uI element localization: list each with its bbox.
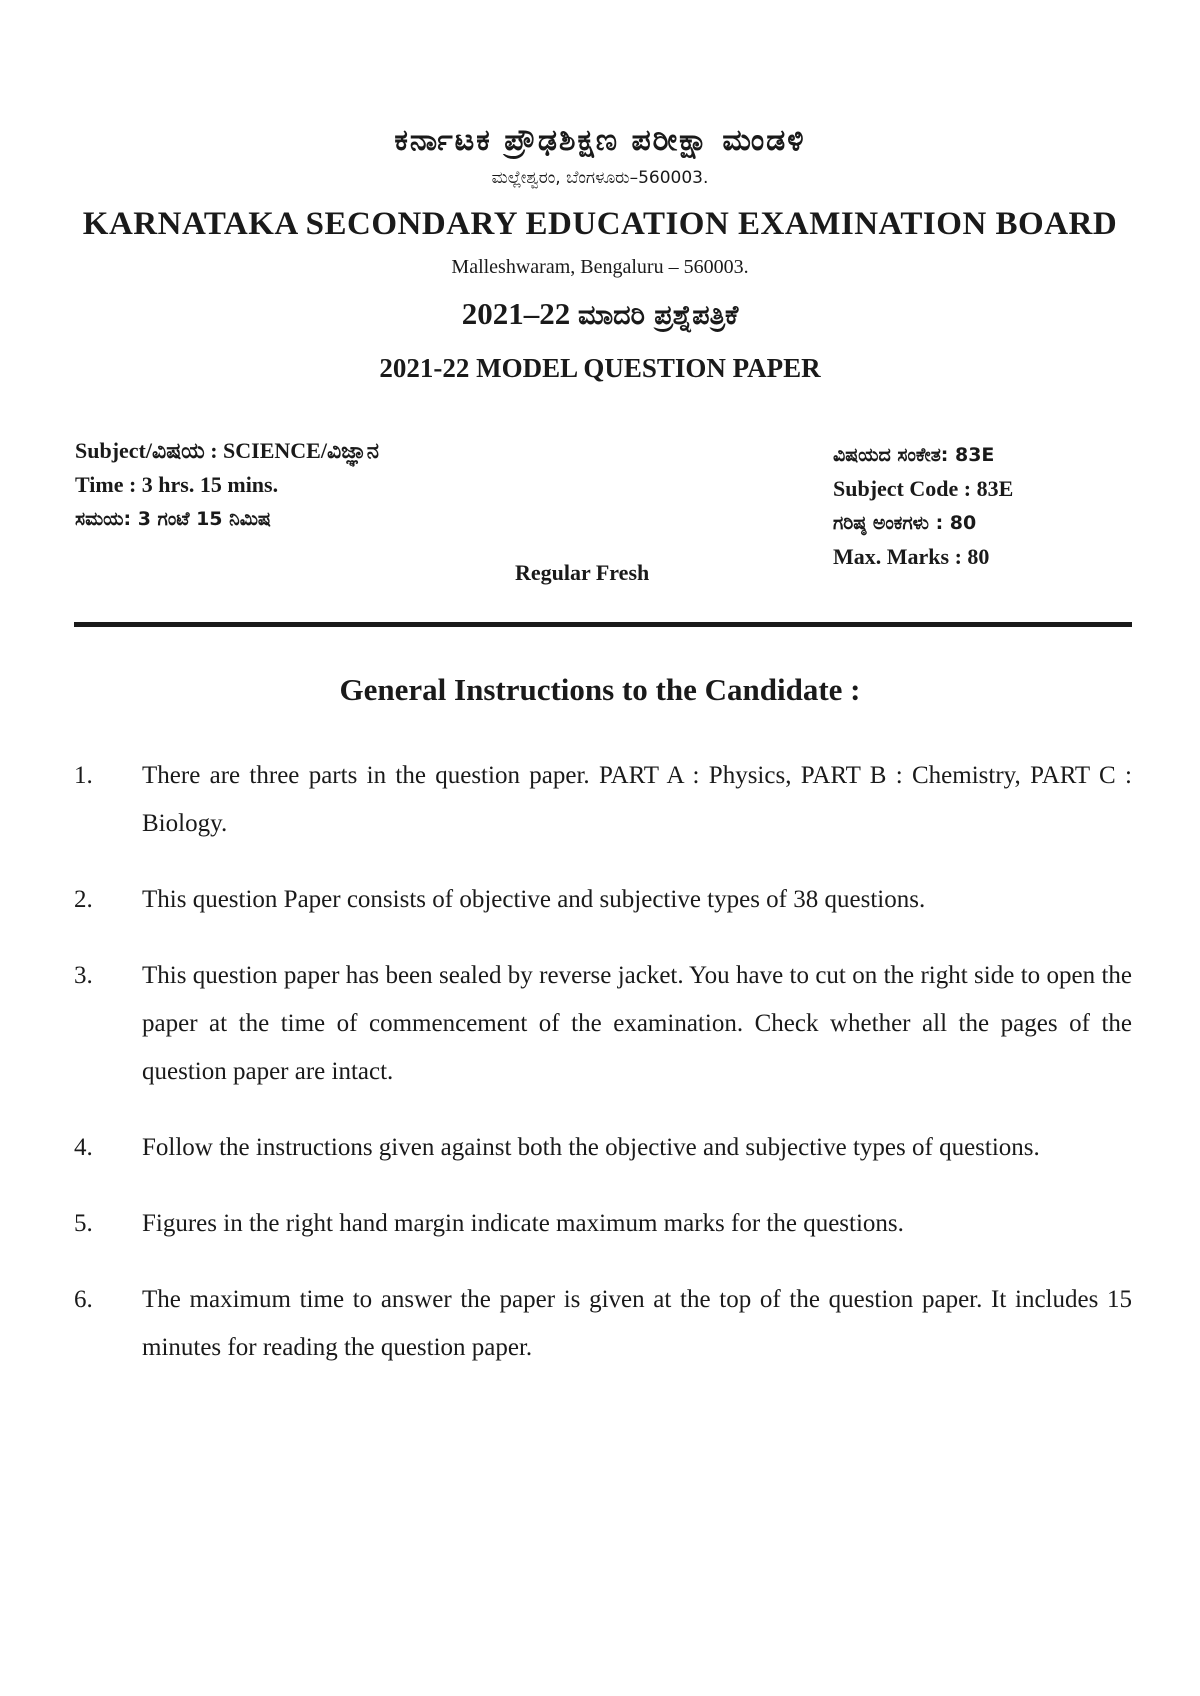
kannada-paper-label: ಮಾದರಿ ಪ್ರಶ್ನೆಪತ್ರಿಕೆ [577, 300, 739, 331]
instruction-text: This question paper has been sealed by reverse jacket. You have to cut on the right side to open the paper at the time of commencement of the examination. Check whether all the pages of the question paper are intact. [142, 962, 1132, 1085]
board-address: Malleshwaram, Bengaluru – 560003. [451, 256, 749, 278]
instruction-number: 6. [74, 1286, 93, 1313]
kannada-max-marks: ಗರಿಷ್ಠ ಅಂಕಗಳು : 80 [833, 512, 977, 534]
subject-line: Subject/ವಿಷಯ : SCIENCE/ವಿಜ್ಞಾನ [75, 438, 379, 463]
paper-title: 2021-22 MODEL QUESTION PAPER [379, 353, 821, 383]
kannada-paper-year: 2021–22 [461, 296, 571, 331]
instruction-item [74, 876, 1132, 924]
paper-header [0, 118, 1200, 390]
instruction-text: The maximum time to answer the paper is given at the top of the question paper. It includes 15 minutes for reading the question paper. [142, 1286, 1132, 1361]
kannada-time-line: ಸಮಯ: 3 ಗಂಟೆ 15 ನಿಮಿಷ [75, 508, 271, 530]
instruction-item [74, 1276, 1132, 1372]
instruction-text: There are three parts in the question paper. PART A : Physics, PART B : Chemistry, PART C : Biology. [142, 762, 1132, 837]
instruction-text: Figures in the right hand margin indicate maximum marks for the questions. [142, 1210, 904, 1237]
instruction-number: 3. [74, 962, 93, 989]
instruction-item [74, 1124, 1132, 1172]
instruction-text: This question Paper consists of objective and subjective types of 38 questions. [142, 886, 926, 913]
time-line: Time : 3 hrs. 15 mins. [75, 472, 279, 497]
instruction-number: 4. [74, 1134, 93, 1161]
stream-label: Regular Fresh [515, 560, 650, 585]
instructions-heading: General Instructions to the Candidate : [339, 672, 861, 707]
instruction-item [74, 1200, 1132, 1248]
kannada-board-name: ಕರ್ನಾಟಕ ಪ್ರೌಢಶಿಕ್ಷಣ ಪರೀಕ್ಷಾ ಮಂಡಳಿ [394, 123, 806, 158]
instruction-number: 2. [74, 886, 93, 913]
kannada-paper-title [0, 292, 1200, 336]
subject-code: Subject Code : 83E [833, 476, 1014, 501]
max-marks: Max. Marks : 80 [833, 544, 990, 569]
paper-meta-left [75, 434, 379, 536]
instruction-item [74, 752, 1132, 848]
instruction-text: Follow the instructions given against both the objective and subjective types of questions. [142, 1134, 1040, 1161]
instruction-item [74, 952, 1132, 1096]
paper-meta-right [833, 438, 1013, 574]
instructions-list [74, 752, 1132, 1400]
instruction-number: 1. [74, 762, 93, 789]
header-divider [74, 622, 1132, 627]
kannada-board-address: ಮಲ್ಲೇಶ್ವರಂ, ಬೆಂಗಳೂರು–560003. [491, 168, 709, 188]
instruction-number: 5. [74, 1210, 93, 1237]
board-name: KARNATAKA SECONDARY EDUCATION EXAMINATION BOARD [82, 206, 1118, 242]
kannada-subject-code: ವಿಷಯದ ಸಂಕೇತ: 83E [833, 444, 995, 466]
